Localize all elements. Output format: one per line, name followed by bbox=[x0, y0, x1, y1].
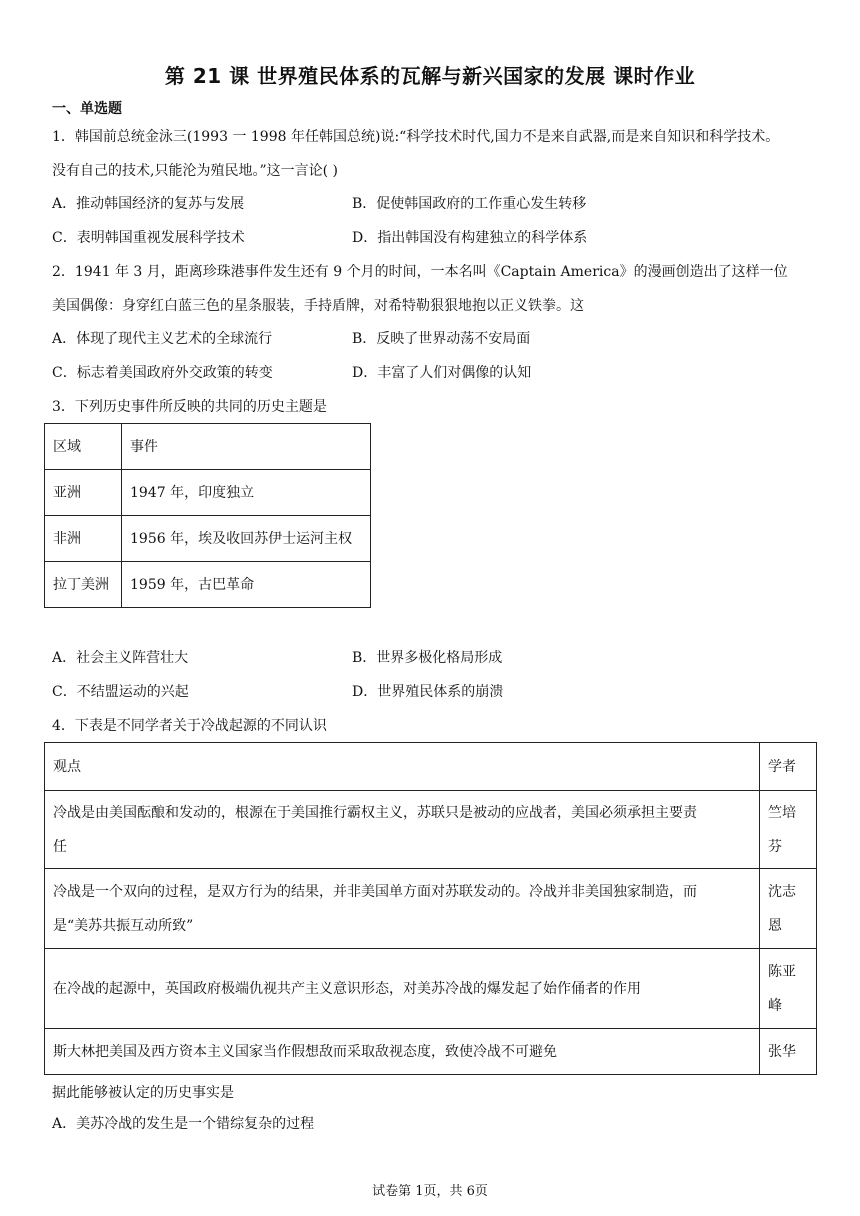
table-cell-scholar bbox=[760, 791, 817, 869]
q2-option-d: D．丰富了人们对偶像的认知 bbox=[352, 365, 532, 381]
table-cell-scholar bbox=[760, 869, 817, 949]
q4-table bbox=[44, 742, 817, 1075]
q3-option-c: C．不结盟运动的兴起 bbox=[52, 684, 189, 700]
q1-stem-line2: 没有自己的技术,只能沦为殖民地。”这一言论( ) bbox=[52, 163, 338, 179]
q2-stem-line1: 2．1941 年 3 月，距离珍珠港事件发生还有 9 个月的时间，一本名叫《Captain America》的漫画创造出了这样一位 bbox=[52, 264, 788, 280]
table-header-row bbox=[45, 424, 371, 470]
table-cell-event: 1947 年，印度独立 bbox=[122, 470, 371, 516]
q4-after-text: 据此能够被认定的历史事实是 bbox=[52, 1085, 234, 1101]
q2-option-c: C．标志着美国政府外交政策的转变 bbox=[52, 365, 273, 381]
table-row bbox=[45, 869, 817, 949]
scholar-line: 峰 bbox=[768, 997, 782, 1014]
scholar-line: 竺培 bbox=[768, 804, 796, 821]
table-header-cell: 事件 bbox=[122, 424, 371, 470]
q1-option-a: A．推动韩国经济的复苏与发展 bbox=[52, 196, 245, 212]
q4-option-a: A．美苏冷战的发生是一个错综复杂的过程 bbox=[52, 1116, 315, 1132]
q3-option-b: B．世界多极化格局形成 bbox=[352, 650, 503, 666]
q3-option-d: D．世界殖民体系的崩溃 bbox=[352, 684, 504, 700]
table-cell-event: 1959 年，古巴革命 bbox=[122, 562, 371, 608]
table-cell-event: 1956 年，埃及收回苏伊士运河主权 bbox=[122, 516, 371, 562]
table-header-cell: 区域 bbox=[45, 424, 122, 470]
table-cell-scholar bbox=[760, 949, 817, 1029]
table-cell-region: 拉丁美洲 bbox=[45, 562, 122, 608]
q4-stem: 4．下表是不同学者关于冷战起源的不同认识 bbox=[52, 718, 327, 734]
scholar-line: 芬 bbox=[768, 838, 782, 855]
q2-stem-line2: 美国偶像：身穿红白蓝三色的星条服装，手持盾牌，对希特勒狠狠地抱以正义铁拳。这 bbox=[52, 298, 584, 314]
section-heading: 一、单选题 bbox=[52, 101, 122, 117]
q2-option-b: B．反映了世界动荡不安局面 bbox=[352, 331, 531, 347]
view-line: 冷战是由美国酝酿和发动的，根源在于美国推行霸权主义，苏联只是被动的应战者，美国必须承担主要责 bbox=[53, 804, 697, 821]
table-row bbox=[45, 949, 817, 1029]
table-cell-view bbox=[45, 791, 760, 869]
table-cell-region: 亚洲 bbox=[45, 470, 122, 516]
q3-stem: 3．下列历史事件所反映的共同的历史主题是 bbox=[52, 399, 327, 415]
q3-table bbox=[44, 423, 371, 608]
q1-option-d: D．指出韩国没有构建独立的科学体系 bbox=[352, 230, 588, 246]
view-line: 冷战是一个双向的过程，是双方行为的结果，并非美国单方面对苏联发动的。冷战并非美国独家制造，而 bbox=[53, 883, 697, 900]
page-title: 第 21 课 世界殖民体系的瓦解与新兴国家的发展 课时作业 bbox=[164, 64, 696, 88]
table-row bbox=[45, 562, 371, 608]
q2-option-a: A．体现了现代主义艺术的全球流行 bbox=[52, 331, 273, 347]
q3-option-a: A．社会主义阵营壮大 bbox=[52, 650, 189, 666]
table-cell-view: 在冷战的起源中，英国政府极端仇视共产主义意识形态，对美苏冷战的爆发起了始作俑者的作用 bbox=[45, 949, 760, 1029]
scholar-line: 陈亚 bbox=[768, 963, 796, 980]
q1-stem-line1: 1．韩国前总统金泳三(1993 一 1998 年任韩国总统)说:“科学技术时代,国力不是来自武器,而是来自知识和科学技术。 bbox=[52, 129, 780, 145]
table-header-row bbox=[45, 743, 817, 791]
scholar-line: 沈志 bbox=[768, 883, 796, 900]
view-line: 任 bbox=[53, 838, 67, 855]
table-header-cell: 观点 bbox=[45, 743, 760, 791]
table-cell-view bbox=[45, 869, 760, 949]
page-footer: 试卷第 1页，共 6页 bbox=[372, 1184, 488, 1199]
table-row bbox=[45, 516, 371, 562]
table-row bbox=[45, 1029, 817, 1075]
table-row bbox=[45, 791, 817, 869]
table-cell-view: 斯大林把美国及西方资本主义国家当作假想敌而采取敌视态度，致使冷战不可避免 bbox=[45, 1029, 760, 1075]
view-line: 是“美苏共振互动所致” bbox=[53, 917, 194, 934]
table-cell-region: 非洲 bbox=[45, 516, 122, 562]
table-row bbox=[45, 470, 371, 516]
table-header-cell: 学者 bbox=[760, 743, 817, 791]
q1-option-c: C．表明韩国重视发展科学技术 bbox=[52, 230, 245, 246]
q1-option-b: B．促使韩国政府的工作重心发生转移 bbox=[352, 196, 587, 212]
scholar-line: 恩 bbox=[768, 917, 782, 934]
table-cell-scholar: 张华 bbox=[760, 1029, 817, 1075]
